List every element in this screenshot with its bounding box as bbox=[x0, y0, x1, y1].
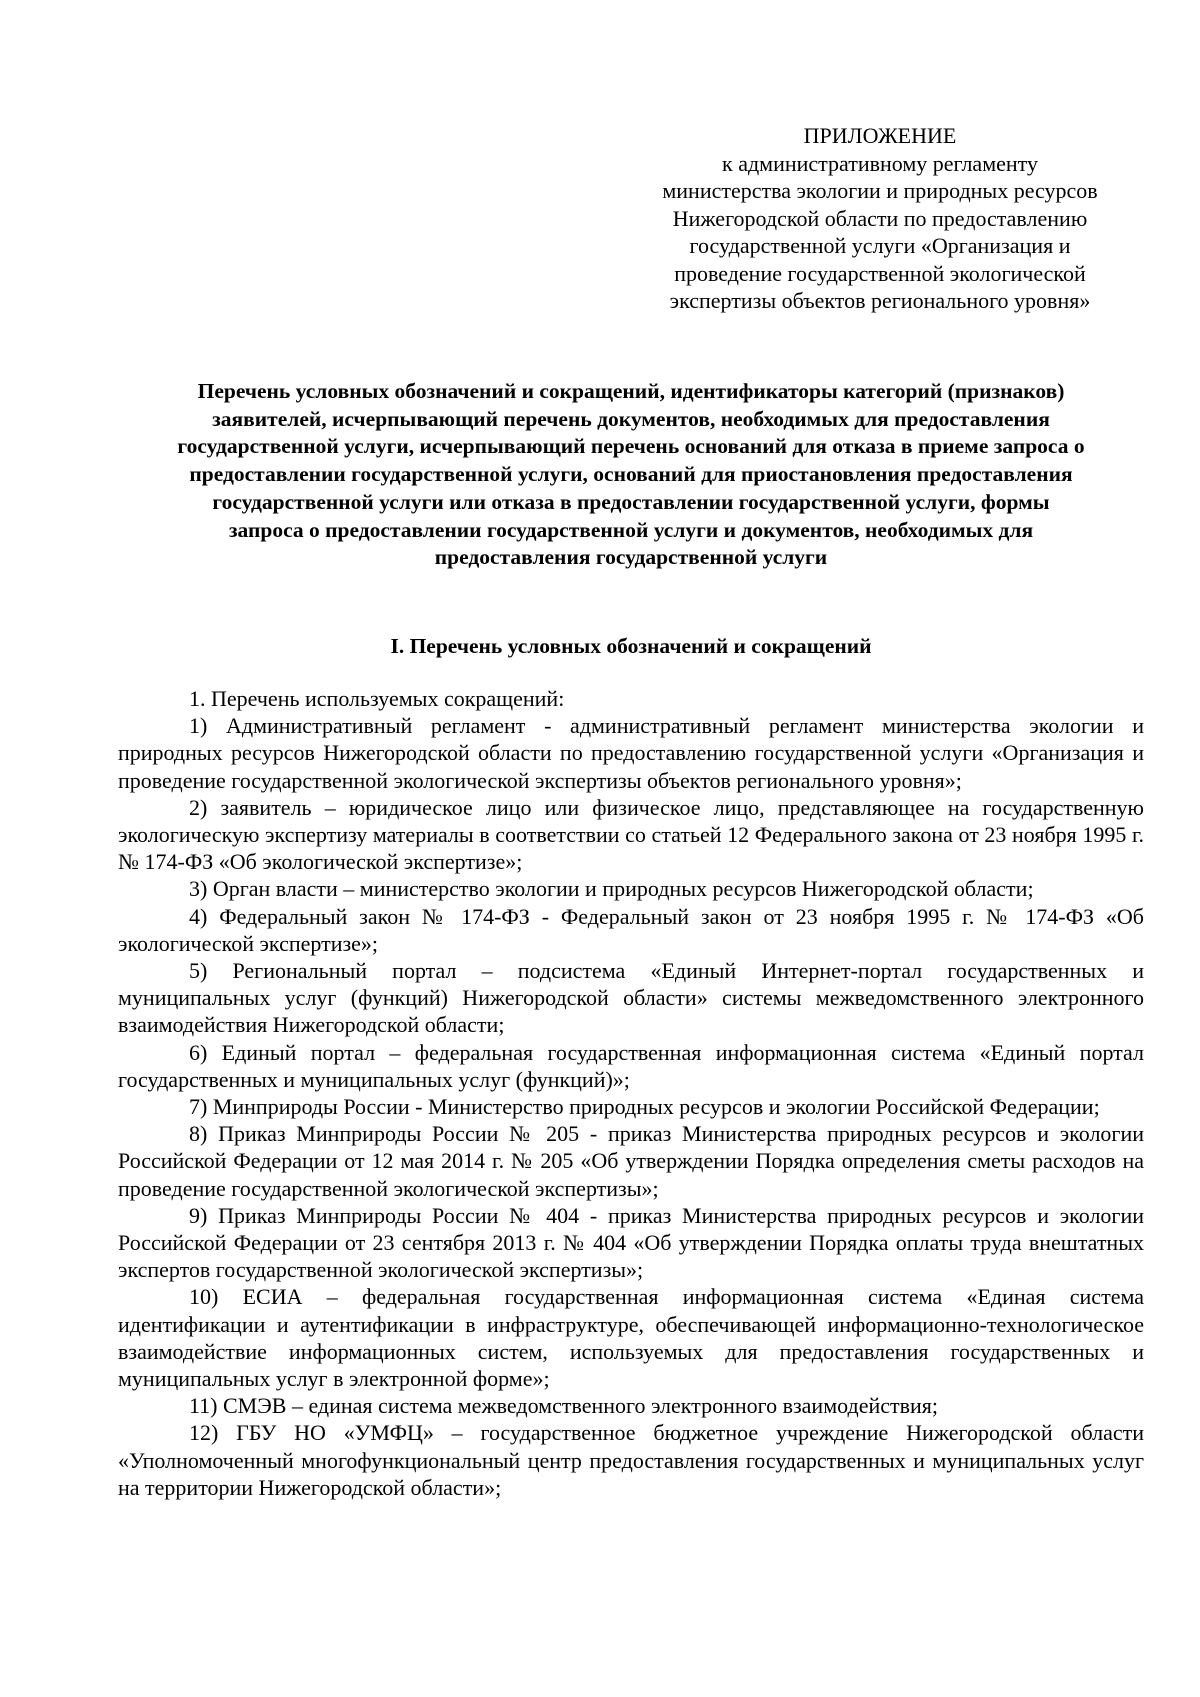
appendix-header bbox=[620, 122, 1140, 315]
appendix-line: к административному регламенту bbox=[722, 150, 1038, 176]
paragraph-abbreviations-intro: 1. Перечень используемых сокращений: bbox=[189, 686, 565, 711]
appendix-line: проведение государственной экологической bbox=[674, 260, 1086, 286]
paragraph-item-1: 1) Административный регламент - административный регламент министерства экологии и природных ресурсов Нижегородской области по предоставлению государственной услуги «Организация и проведение государственной экологической экспертизы объектов регионального уровня»; bbox=[118, 713, 1144, 793]
title-line: заявителей, исчерпывающий перечень документов, необходимых для предоставления bbox=[212, 406, 1050, 431]
paragraph-item-6: 6) Единый портал – федеральная государственная информационная система «Единый портал государственных и муниципальных услуг (функций)»; bbox=[118, 1039, 1144, 1092]
title-line: предоставления государственной услуги bbox=[434, 545, 828, 570]
title-line: государственной услуги, исчерпывающий перечень оснований для отказа в приеме запроса о bbox=[177, 434, 1085, 459]
paragraph-item-8: 8) Приказ Минприроды России № 205 - приказ Министерства природных ресурсов и экологии Российской Федерации от 12 мая 2014 г. № 205 «Об утверждении Порядка определения сметы расходов на проведение государственной экологической экспертизы»; bbox=[118, 1121, 1144, 1201]
paragraph-item-4: 4) Федеральный закон № 174-ФЗ - Федеральный закон от 23 ноября 1995 г. № 174-ФЗ «Об экологической экспертизе»; bbox=[118, 903, 1144, 956]
paragraph-item-12: 12) ГБУ НО «УМФЦ» – государственное бюджетное учреждение Нижегородской области «Уполномоченный многофункциональный центр предоставления государственных и муниципальных услуг на территории Нижегородской области»; bbox=[118, 1420, 1144, 1500]
paragraph-item-11: 11) СМЭВ – единая система межведомственного электронного взаимодействия; bbox=[189, 1393, 938, 1419]
paragraph-item-5: 5) Региональный портал – подсистема «Единый Интернет-портал государственных и муниципальных услуг (функций) Нижегородской области» системы межведомственного электронного взаимодействия Нижегородской области; bbox=[118, 958, 1144, 1038]
paragraph-item-7: 7) Минприроды России - Министерство природных ресурсов и экологии Российской Федерации; bbox=[189, 1094, 1100, 1120]
paragraph-item-9: 9) Приказ Минприроды России № 404 - приказ Министерства природных ресурсов и экологии Российской Федерации от 23 сентября 2013 г. № 404 «Об утверждении Порядка оплаты труда внештатных экспертов государственной экологической экспертизы»; bbox=[118, 1202, 1144, 1283]
title-line: запроса о предоставлении государственной услуги и документов, необходимых для bbox=[228, 517, 1034, 542]
paragraph-item-2: 2) заявитель – юридическое лицо или физическое лицо, представляющее на государственную экологическую экспертизу материалы в соответствии со статьей 12 Федерального закона от 23 ноября 1995 г. № 174-ФЗ «Об экологической экспертизе»; bbox=[118, 794, 1144, 875]
paragraph-item-10: 10) ЕСИА – федеральная государственная информационная система «Единая система идентификации и аутентификации в инфраструктуре, обеспечивающей информационно-технологическое взаимодействие информационных систем, используемых для предоставления государственных и муниципальных услуг в электронной форме»; bbox=[118, 1284, 1144, 1392]
appendix-line: ПРИЛОЖЕНИЕ bbox=[803, 123, 957, 148]
appendix-line: экспертизы объектов регионального уровня» bbox=[669, 288, 1091, 313]
paragraph-item-3: 3) Орган власти – министерство экологии и природных ресурсов Нижегородской области; bbox=[189, 876, 1034, 902]
appendix-line: министерства экологии и природных ресурсов bbox=[662, 178, 1098, 203]
appendix-line: государственной услуги «Организация и bbox=[689, 233, 1071, 258]
document-body bbox=[118, 685, 1144, 1501]
title-line: предоставлении государственной услуги, оснований для приостановления предоставления bbox=[189, 462, 1073, 487]
appendix-line: Нижегородской области по предоставлению bbox=[672, 205, 1088, 231]
title-line: государственной услуги или отказа в предоставлении государственной услуги, формы bbox=[212, 489, 1050, 514]
title-line: Перечень условных обозначений и сокращений, идентификаторы категорий (признаков) bbox=[197, 379, 1065, 403]
section-heading: I. Перечень условных обозначений и сокращений bbox=[390, 634, 872, 658]
document-title bbox=[118, 378, 1144, 572]
